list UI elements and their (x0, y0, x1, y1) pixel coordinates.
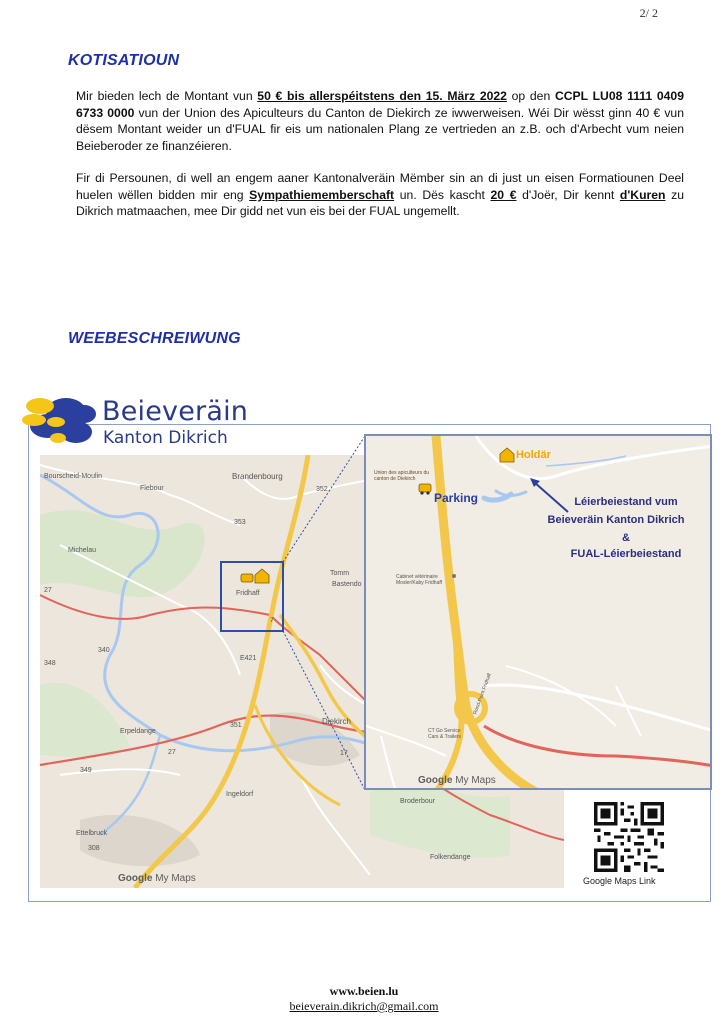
road-number: 352 (316, 486, 328, 493)
road-number: 340 (98, 647, 110, 654)
place-label: Broderbour (400, 798, 436, 805)
union-poi-label: Union des apiculteurs du canton de Diekirch (374, 470, 430, 482)
place-label: Folkendange (430, 854, 471, 861)
sympathy-membership: Sympathiememberschaft (249, 187, 395, 202)
footer-website[interactable]: www.beien.lu (329, 984, 399, 998)
inset-note-line3: & (622, 532, 630, 544)
section-heading-kotisatioun: KOTISATIOUN (68, 52, 180, 69)
road-number: 308 (88, 845, 100, 852)
logo-title: Beieveräin (102, 396, 249, 427)
road-number: E421 (240, 655, 257, 662)
road-number: 17 (340, 750, 348, 757)
place-label: Tomm (330, 570, 350, 577)
holdar-label: Holdär (516, 449, 551, 461)
place-label: Bastendo (332, 581, 362, 588)
footer-email[interactable]: beieverain.dikrich@gmail.com (289, 999, 439, 1013)
road-number: 348 (44, 660, 56, 667)
page-number: 2/ 2 (639, 6, 658, 20)
place-label: Bourscheid-Moulin (44, 473, 102, 480)
road-number: 27 (44, 587, 52, 594)
membership-price: 20 € (490, 187, 517, 202)
place-label: Michelau (68, 547, 97, 554)
road-number: 353 (234, 519, 246, 526)
qr-caption: Google Maps Link (583, 876, 656, 886)
logo-subtitle: Kanton Dikrich (103, 428, 228, 448)
section-heading-weebeschreiwung: WEEBESCHREIWUNG (68, 330, 241, 347)
place-label: Ingeldorf (226, 791, 254, 798)
road-number: 351 (230, 722, 242, 729)
inset-map-graphic (366, 436, 712, 790)
place-label: Flebour (140, 485, 164, 492)
courses-link: d'Kuren (619, 187, 666, 202)
place-label: Erpeldange (120, 728, 156, 735)
road-number: 27 (168, 749, 176, 756)
place-label: Brandenbourg (232, 472, 283, 481)
parking-label: Parking (434, 491, 479, 505)
bank-account: CCPL LU08 1111 0409 6733 0000 (76, 89, 684, 120)
cabinet-poi-label: Cabinet vétérinaire Mosler/Kaby Fridhaff (396, 574, 443, 586)
inset-map[interactable] (364, 434, 712, 790)
place-label: Fridhaff (236, 590, 260, 597)
amount-deadline: 50 € bis allerspéitstens den 15. März 2022 (257, 89, 507, 103)
inset-note-line2: Beieveräin Kanton Dikrich (547, 514, 685, 526)
paragraph-payment: Mir bieden lech de Montant vun 50 € bis allerspéitstens den 15. März 2022 op den CCPL LU08 1111 0409 6733 0000 vun der Union des Apiculteurs du Canton de Diekirch ze iwwerweisen. Wéi Dir wësst ginn 40 € vun dësem Montant weider un d'FUAL fir eis um nationalen Plang ze vertrieden an z.B. och d'Arbecht vum neien Beieberoder ze finanzéieren. (76, 89, 684, 153)
place-label: Ettelbruck (76, 830, 108, 837)
place-label: Diekirch (322, 717, 351, 726)
rond-point-label: Rond-Point Fridhaff (472, 672, 493, 716)
ct-poi-label: CT Go Service Cars & Trailers (428, 728, 462, 740)
paragraph-membership: Fir di Persounen, di well an engem aaner Kantonalveräin Mëmber sin an di just un eisen Formatiounen Deel huelen wëllen bidden mir eng Sympathiememberschaft un. Dës kascht 20 € d'Joër, Dir kennt d'Kuren zu Dikrich matmaachen, mee Dir gidd net vun eis bei der FUAL ungemellt. (76, 171, 684, 219)
road-number: 7 (270, 617, 274, 624)
inset-note-line4: FUAL-Léierbeiestand (570, 548, 682, 560)
inset-map-credit: Google My Maps (418, 775, 496, 786)
inset-note-line1: Léierbeiestand vum (574, 496, 678, 508)
map-credit: Google My Maps (118, 873, 196, 884)
qr-code-icon[interactable] (594, 802, 664, 872)
road-number: 349 (80, 767, 92, 774)
